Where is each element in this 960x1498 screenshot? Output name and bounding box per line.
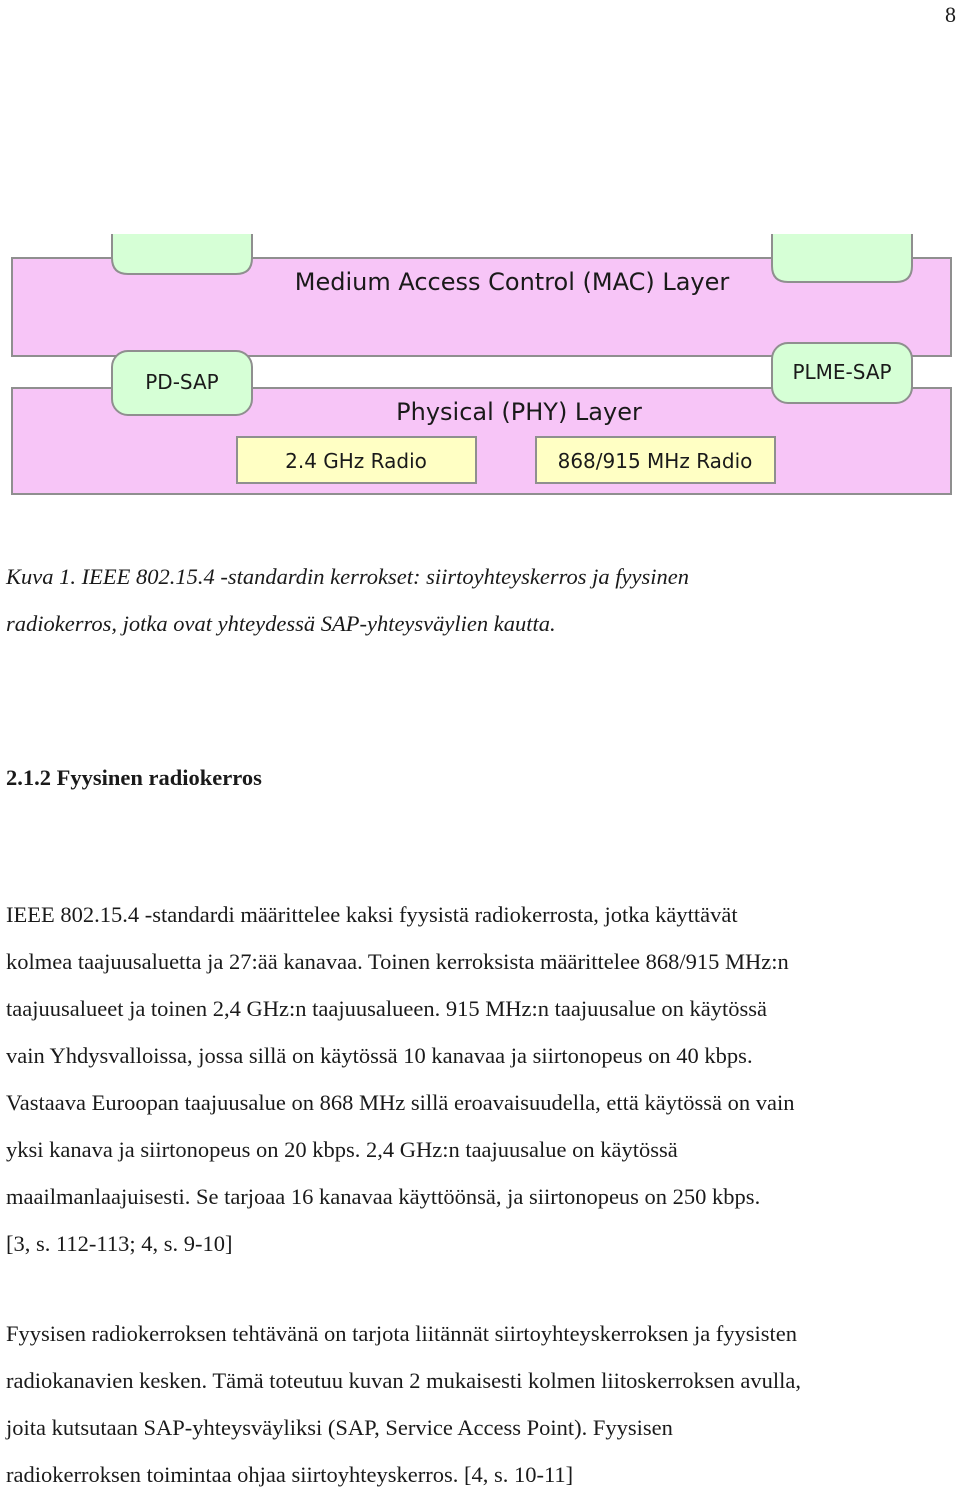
paragraph-line: maailmanlaajuisesti. Se tarjoaa 16 kanavaa käyttöönsä, ja siirtonopeus on 250 kbps. — [6, 1184, 761, 1209]
paragraph-line: radiokerroksen toimintaa ohjaa siirtoyhteyskerros. [4, s. 10-11] — [6, 1462, 574, 1487]
upper-right-sap-tab — [772, 234, 912, 282]
body-paragraph-2 — [6, 1310, 958, 1498]
pd-sap-label: PD-SAP — [145, 370, 219, 394]
phy-layer-label: Physical (PHY) Layer — [396, 398, 642, 426]
radio-868-915mhz-label: 868/915 MHz Radio — [557, 449, 753, 473]
body-paragraph-1 — [6, 891, 958, 1267]
paragraph-line: IEEE 802.15.4 -standardi määrittelee kaksi fyysistä radiokerrosta, jotka käyttävät — [6, 902, 738, 927]
paragraph-line: taajuusalueet ja toinen 2,4 GHz:n taajuusalueen. 915 MHz:n taajuusalue on käytössä — [6, 996, 768, 1021]
paragraph-line: kolmea taajuusaluetta ja 27:ää kanavaa. Toinen kerroksista määrittelee 868/915 MHz:n — [6, 949, 789, 974]
section-heading: 2.1.2 Fyysinen radiokerros — [6, 765, 262, 790]
paragraph-line: vain Yhdysvalloissa, jossa sillä on käytössä 10 kanavaa ja siirtonopeus on 40 kbps. — [6, 1043, 753, 1068]
mac-layer-label: Medium Access Control (MAC) Layer — [294, 268, 730, 296]
paragraph-line: joita kutsutaan SAP-yhteysväyliksi (SAP, Service Access Point). Fyysisen — [6, 1415, 673, 1440]
paragraph-line: Vastaava Euroopan taajuusalue on 868 MHz sillä eroavaisuudella, että käytössä on vain — [6, 1090, 795, 1115]
caption-line: Kuva 1. IEEE 802.15.4 -standardin kerrokset: siirtoyhteyskerros ja fyysinen — [6, 564, 689, 589]
upper-left-sap-tab — [112, 234, 252, 274]
plme-sap-label: PLME-SAP — [792, 360, 892, 384]
paragraph-line: radiokanavien kesken. Tämä toteutuu kuvan 2 mukaisesti kolmen liitoskerroksen avulla, — [6, 1368, 802, 1393]
ieee-802-15-4-layer-diagram — [0, 0, 960, 500]
paragraph-line: [3, s. 112-113; 4, s. 9-10] — [6, 1231, 233, 1256]
radio-24ghz-label: 2.4 GHz Radio — [285, 449, 427, 473]
paragraph-line: yksi kanava ja siirtonopeus on 20 kbps. 2,4 GHz:n taajuusalue on käytössä — [6, 1137, 678, 1162]
caption-line: radiokerros, jotka ovat yhteydessä SAP-yhteysväylien kautta. — [6, 611, 556, 636]
page-number: 8 — [945, 2, 956, 27]
paragraph-line: Fyysisen radiokerroksen tehtävänä on tarjota liitännät siirtoyhteyskerroksen ja fyysisten — [6, 1321, 798, 1346]
figure-caption — [6, 553, 936, 647]
